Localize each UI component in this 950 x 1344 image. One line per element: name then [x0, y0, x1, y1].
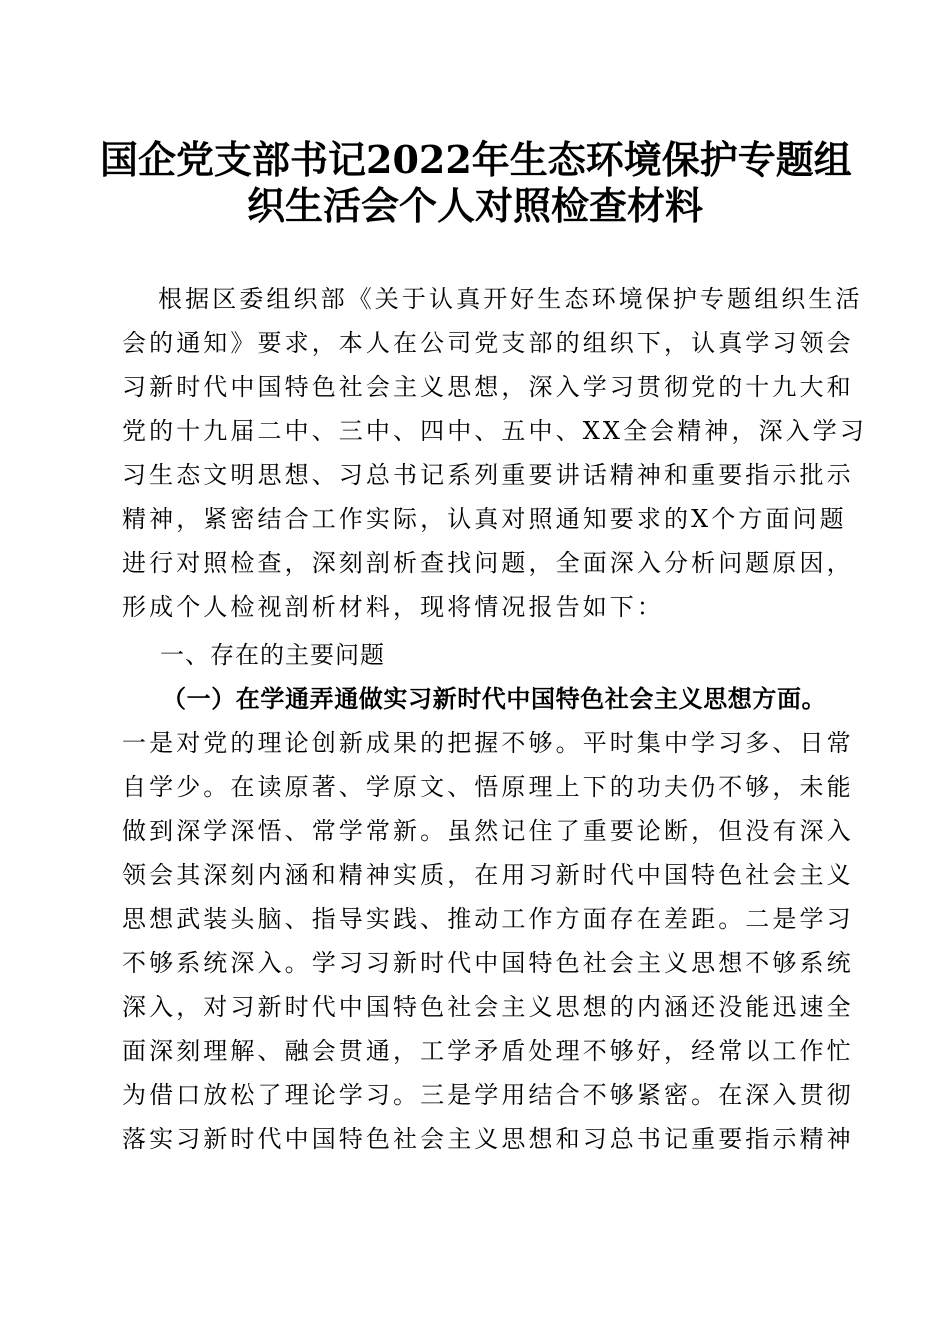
document-title-line-2: 织生活会个人对照检查材料	[246, 183, 703, 228]
intro-line-2: 会的通知》要求，本人在公司党支部的组织下，认真学习领会	[122, 329, 854, 357]
intro-line-5: 习生态文明思想、习总书记系列重要讲话精神和重要指示批示	[122, 461, 854, 489]
body-line-9: 为借口放松了理论学习。三是学用结合不够紧密。在深入贯彻	[122, 1081, 854, 1109]
body-line-6: 不够系统深入。学习习新时代中国特色社会主义思想不够系统	[122, 949, 854, 977]
subsection-heading: （一）在学通弄通做实习新时代中国特色社会主义思想方面。	[162, 684, 827, 713]
section-heading: 一、存在的主要问题	[160, 641, 385, 669]
body-line-7: 深入，对习新时代中国特色社会主义思想的内涵还没能迅速全	[122, 993, 854, 1021]
document-title-line-1: 国企党支部书记2022年生态环境保护专题组	[100, 137, 852, 182]
body-line-10: 落实习新时代中国特色社会主义思想和习总书记重要指示精神	[122, 1125, 854, 1153]
body-line-8: 面深刻理解、融会贯通，工学矛盾处理不够好，经常以工作忙	[122, 1037, 854, 1065]
intro-line-6: 精神，紧密结合工作实际，认真对照通知要求的X个方面问题	[122, 505, 847, 533]
body-line-1: 一是对党的理论创新成果的把握不够。平时集中学习多、日常	[122, 729, 854, 757]
intro-line-4: 党的十九届二中、三中、四中、五中、XX全会精神，深入学习	[122, 417, 867, 445]
intro-line-8: 形成个人检视剖析材料，现将情况报告如下：	[122, 593, 664, 621]
intro-line-1: 根据区委组织部《关于认真开好生态环境保护专题组织生活	[158, 285, 863, 313]
body-line-4: 领会其深刻内涵和精神实质，在用习新时代中国特色社会主义	[122, 861, 854, 889]
body-line-5: 思想武装头脑、指导实践、推动工作方面存在差距。二是学习	[122, 905, 854, 933]
intro-line-7: 进行对照检查，深刻剖析查找问题，全面深入分析问题原因，	[122, 549, 854, 577]
intro-line-3: 习新时代中国特色社会主义思想，深入学习贯彻党的十九大和	[122, 373, 854, 401]
body-line-2: 自学少。在读原著、学原文、悟原理上下的功夫仍不够，未能	[122, 773, 854, 801]
body-line-3: 做到深学深悟、常学常新。虽然记住了重要论断，但没有深入	[122, 817, 854, 845]
